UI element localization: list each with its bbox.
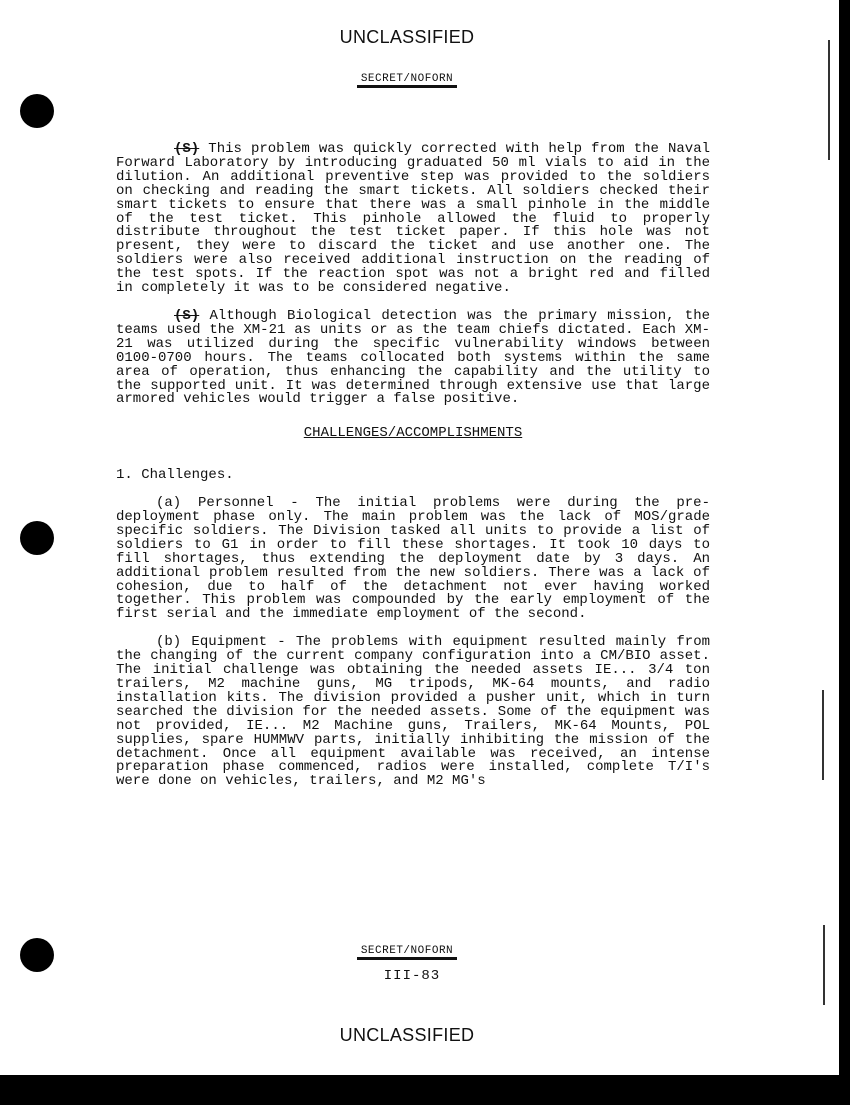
scan-edge-bottom xyxy=(0,1075,850,1105)
scan-artifact-line xyxy=(828,40,830,160)
binder-hole xyxy=(20,521,54,555)
struck-marking-bottom xyxy=(0,945,814,960)
struck-marking-top xyxy=(0,73,814,88)
paragraph-text: Although Biological detection was the primary mission, the teams used the XM-21 as units or as the team chiefs dictated. Each XM-21 was utilized during the specific vulnerability windows between 0100-0700 hours. The teams collocated both systems within the same area of operation, thus enhancing the capability and the utility to the supported unit. It was determined through extensive use that large armored vehicles would trigger a false positive. xyxy=(116,307,711,408)
section-heading: CHALLENGES/ACCOMPLISHMENTS xyxy=(303,425,523,442)
scan-edge-right xyxy=(839,0,850,1105)
binder-hole xyxy=(20,94,54,128)
classification-banner-top: UNCLASSIFIED xyxy=(339,27,475,47)
paragraph-text: (b) Equipment - The problems with equipment resulted mainly from the changing of the current company configuration into a CM/BIO asset. The initial challenge was obtaining the needed assets IE... 3/4 ton trailers, M2 machine guns, MG tripods, MK-64 mounts, and radio installation kits. The division provided a pusher unit, which in turn searched the division for the needed assets. Some of the equipment was not provided, IE... M2 Machine guns, Trailers, MK-64 Mounts, POL supplies, spare HUMMWV parts, initially inhibiting the mission of the detachment. Once all equipment available was received, an intense preparation phase commenced, radios were installed, complete T/I's were done on vehicles, trailers, and M2 MG's xyxy=(116,634,710,790)
paragraph-marker: (S) xyxy=(174,141,200,157)
paragraph-marker: (S) xyxy=(174,307,200,324)
paragraph-personnel xyxy=(116,497,710,622)
paragraph-text: (a) Personnel - The initial problems were during the pre-deployment phase only. The main problem was the lack of MOS/grade specific soldiers. The Division tasked all units to provide a list of soldiers to G1 in order to fill these shortages. It took 10 days to fill shortages, thus extending the deployment date by 3 days. An additional problem resulted from the new soldiers. There was a lack of cohesion, due to half of the detachment not ever having worked together. This problem was compounded by the early employment of the first serial and the immediate employment of the second. xyxy=(116,495,710,623)
scan-artifact-line xyxy=(823,925,825,1005)
paragraph-equipment xyxy=(116,636,710,789)
page-number: III-83 xyxy=(383,968,441,984)
paragraph-text: This problem was quickly corrected with help from the Naval Forward Laboratory by introducing graduated 50 ml vials to aid in the dilution. An additional preventive step was provided to the soldiers on checking and reading the smart tickets. All soldiers checked their smart tickets to ensure that there was a small pinhole in the middle of the test ticket. This pinhole allowed the fluid to properly distribute throughout the test ticket paper. If this hole was not present, they were to discard the ticket and use another one. The soldiers were also received additional instruction on the reading of the test spots. If the reaction spot was not a bright red and filled in completely it was to be considered negative. xyxy=(116,141,710,297)
classification-banner-bottom: UNCLASSIFIED xyxy=(339,1025,475,1045)
paragraph-detection xyxy=(116,307,711,408)
scan-artifact-line xyxy=(822,690,824,780)
paragraph-dilution xyxy=(116,143,710,296)
document-body xyxy=(116,143,710,803)
struck-marking-text: SECRET/NOFORN xyxy=(357,74,457,88)
challenges-label: 1. Challenges. xyxy=(116,467,234,484)
struck-marking-text: SECRET/NOFORN xyxy=(357,946,457,960)
